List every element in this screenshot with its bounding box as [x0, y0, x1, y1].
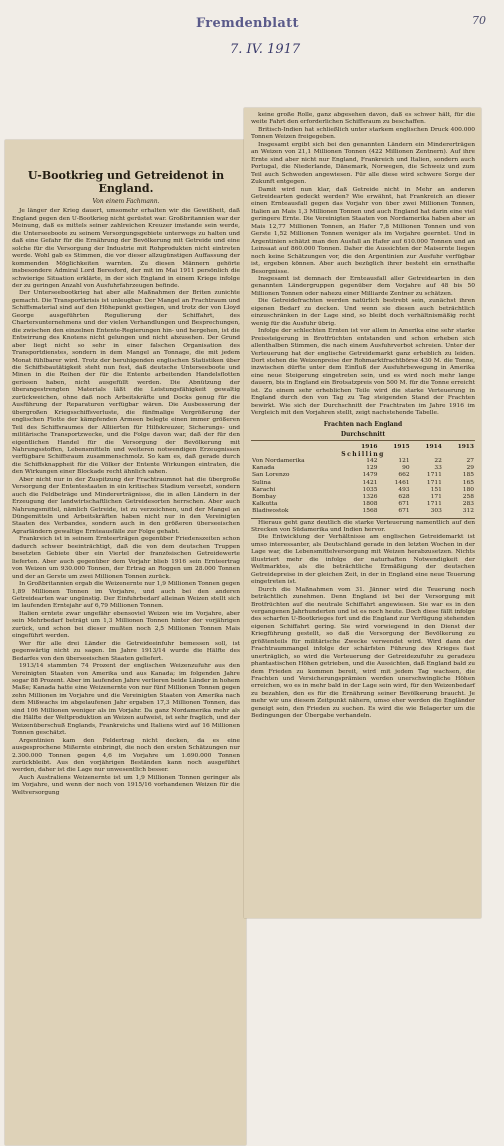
table-row — [251, 458, 475, 465]
freight-rates-table — [251, 443, 475, 515]
paragraph: Aber nicht nur in der Zuspitzung der Frachtraumnot hat die übergroße Versorgung der Ententestaaten in ein kritisches Stadium versetzt, sondern auch die Feldbeträge und Mindererträgnisse, die in allen Ländern in der Erzeugung der landwirtschaftlichen Getreidesorten herrschen. Aber auch Nahrungsmittel, nämlich Getreide, ist zu verzeichnen, und der Mangel an Düngemitteln und Arbeitskräften haben nicht nur in den Vereinigten Staaten des Verbandes, sondern auch in den größeren überseeischen Agrarländern gewaltige Ernteausfälle zur Folge gehabt. — [12, 476, 240, 535]
paragraph: Die Entwicklung der Verhältnisse am englischen Getreidemarkt ist umso interessanter, als Deutschland gerade in den letzten Wochen in der Lage war, die Lebensmittelversorgung mit Weizen herabzusetzen. Nichts illustriert mehr die infolge der naturhaften Notwendigkeit der Weltmarktes, als die beträchtliche Ermäßigung der deutschen Getreidepreise in der gleichen Zeit, in der in England eine neue Teuerung eingetreten ist. — [251, 534, 475, 586]
table-cell: 22 — [434, 457, 442, 464]
table-row — [251, 501, 475, 508]
table-cell: Karachi — [252, 486, 276, 493]
paragraph: Britisch-Indien hat schließlich unter starkem englischen Druck 400.000 Tonnen Weizen freigegeben. — [251, 126, 475, 141]
page-header — [0, 0, 504, 110]
table-cell: 171 — [430, 493, 442, 500]
table-header-cell: 1913 — [457, 443, 474, 451]
table-cell: 29 — [466, 465, 474, 472]
table-cell: San Lorenzo — [252, 472, 290, 479]
handwritten-page-number: 70 — [472, 14, 486, 27]
table-row — [251, 487, 475, 494]
right-column — [244, 108, 481, 721]
paragraph: Der Unterseebootkrieg hat aber alle Maßnahmen der Briten zunichte gemacht. Die Transportkrisis ist unleugbar. Der Mangel an Frachtraum und Schiffsmaterial sind auf den Höhepunkt gestiegen, und trotz der von Lloyd George ausgeführten Regulierung der Schiffahrt, des Chartersunternehmens und der vielen Verhandlungen und Besprechungen, die zwischen den einzelnen Entente-Regierungen hin- und hergehen, ist die Entwirrung des Knotens nicht gelungen und nicht abzusehen. Der Grund aber liegt nicht so sehr in einer falschen Organisation des Transportdienstes, sondern in dem Mangel an Tonnage, die mit jedem Monat fühlbarer wird. Trotz der beruhigenden englischen Statistiken über die Schiffsbautätigkeit steht nun fest, daß deutsche Unterseeboote und Minen in die Reihen der für die Entente arbeitenden Handelsflotten gerissen haben, nicht ausgefüllt werden. Die Abnützung der überangestrengten Materials läßt die Leistungsfähigkeit gewaltig zurückweichen, ohne daß noch Arbeitskräfte und Docks genug für die Ausführung der Reparaturen verfügbar wären. Die Ausbesserung der übergroßen Kriegsschiffsverluste, die fünfmalige Vergrößerung der englischen Flotte der kämpfenden Armeen belegte einen immer größeren Teil des Schiffsraumes der Alliierten für Hilfskreuzer, Sicherungs- und militärische Transportzwecke, und die Folge davon war, daß der für den eigentlichen Handel für die Versorgung der Bevölkerung mit Nahrungsstoffen, Lebensmitteln und weiteren notwendigen Erzeugnissen verfügbare Schiffsraum zusammenschmolz. So kam es, daß gerade durch die Schiffsknappheit für die Völker der Entente Wirkungen eintraten, die den Wirkungen einer Blockade recht ähnlich sahen. — [12, 290, 240, 476]
table-cell: 151 — [430, 486, 442, 493]
table-cell: 165 — [462, 479, 474, 486]
table-row — [251, 508, 475, 515]
paragraph: Hieraus geht ganz deutlich die starke Verteuerung namentlich auf den Strecken von Südamerika und Indien hervor. — [251, 519, 475, 533]
table-cell: 671 — [398, 501, 410, 508]
table-cell: 27 — [466, 457, 474, 464]
table-header-cell — [251, 443, 346, 450]
table-row — [251, 494, 475, 501]
divider — [251, 440, 475, 441]
paragraph: Insgesamt ergibt sich bei den genannten Ländern ein Mindererträgen an Weizen von 21,1 Millionen Tonnen (422 Millionen Zentnern). Auf ihre Ernte sind aber nicht nur England, Frankreich und Italien, sondern auch Portugal, die Niederlande, Dänemark, Norwegen, die Schweiz und zum Teil auch Schweden angewiesen. Für alle diese wird schwere Sorge der Zukunft entgegen. — [251, 141, 475, 186]
table-cell: 283 — [462, 501, 474, 508]
paragraph: Die Getreidefrachten werden natürlich bestrebt sein, zunächst ihren eigenen Bedarf zu decken. Und wenn sie diesen auch beträchtlich einzuschränken in der Lage sind, so bleibt doch verhältnismäßig recht wenig für die Ausfuhr übrig. — [251, 298, 475, 327]
paragraph: Infolge der schlechten Ernten ist vor allem in Amerika eine sehr starke Preissteigerung in Brotfrüchten entstanden und schon erheben sich allenthalben Stimmen, die nach einem Ausfuhrverbot schreien. Unter der Verteuerung hat der englische Getreidemarkt ganz erheblich zu leiden. Dort stehen die Weizenpreise der Rohmarktfrachtbörse 430 M. die Tonne, inzwischen dürfte unter dem Einfluß der Ausfuhrbewegung in Amerika eine neue Steigerung eingetreten sein, und es wird noch mehr lange dauern, bis in England ein Brotsatzpreis von 500 M. für die Tonne erreicht ist. Zu einem sehr erheblichen Teile wird die starke Verteuerung in England durch den von Tag zu Tag steigenden Stand der Frachten bewirkt. Wie sich der Durchschnitt der Frachtraten im Jahre 1916 im Vergleich mit den Vorjahren stellt, zeigt nachstehende Tabelle. — [251, 328, 475, 417]
table-cell: 1421 — [362, 479, 378, 486]
paragraph: Wer für alle drei Länder die Getreideeinfuhr bemessen soll, ist gegenwärtig nicht zu sagen. Im Jahre 1913/14 wurde die Hälfte des Bedarfes von den überseeischen Staaten geliefert. — [12, 640, 240, 662]
table-row — [251, 480, 475, 487]
left-column — [5, 140, 246, 797]
paragraph: Damit wird nun klar, daß Getreide nicht in Mehr an anderen Getreidearten gedeckt werden? Wie erwähnt, hat Frankreich an dieser einen Ernteausfall gegen das Vorjahr von über zwei Millionen Tonnen, Italien an Mais 1,3 Millionen Tonnen und auch England hat darin eine viel geringere Ernte. Die Vereinigten Staaten von Nordamerika haben aber an Mais 12,77 Millionen Tonnen, an Hafer 7,8 Millionen Tonnen und von Gerste 1,52 Millionen Tonnen weniger als im Vorjahre geerntet. Und in Argentinien schätzt man den Ausfall an Hafer auf 610.000 Tonnen und an Leinsaat auf 860.000 Tonnen. Daher die Aussichten der Maisernte liegen noch keine Schätzungen vor, die den Argentinien zur Ausfuhr verfügbar ist, ergeben können. Aber auch bezüglich ihrer besteht ein ernsthafte Besorgnisse. — [251, 186, 475, 275]
paragraph: keine große Rolle, ganz abgesehen davon, daß es schwer hält, für die weite Fahrt den erforderlichen Schiffsraum zu beschaffen. — [251, 112, 475, 126]
table-cell: 142 — [366, 457, 378, 464]
paragraph: Frankreich ist in seinem Ernteerträgen gegenüber Friedenszeiten schon dadurch schwer beeinträchtigt, daß die von dem deutschen Truppen besetzten Gebiete über ein Viertel der französischen Getreidewerte lieferten. Aber auch gegenüber dem Vorjahr blieb 1916 sein Ernteertrag von Weizen um 930.000 Tonnen, der Ertrag an Roggen um 28.000 Tonnen und der an Gerste um zwei Millionen Tonnen zurück. — [12, 536, 240, 580]
table-cell: 493 — [398, 486, 410, 493]
paragraph: In Großbritannien ergab die Weizenernte nur 1,9 Millionen Tonnen gegen 1,89 Millionen Tonnen im Vorjahre, und auch bei den anderen Getreidearten war ungünstig. Der Einfuhrbedarf alleinan Weizen stellt sich im laufenden Erntejahr auf 6,79 Millionen Tonnen. — [12, 581, 241, 610]
newspaper-masthead: Fremdenblatt — [196, 16, 299, 31]
table-unit: Schilling — [341, 450, 385, 458]
table-cell: 1711 — [426, 472, 442, 479]
table-cell: Bombay — [252, 493, 277, 500]
table-cell: 180 — [462, 486, 474, 493]
table-unit-row — [251, 451, 475, 458]
paragraph: Insgesamt ist demnach der Ernteausfall aller Getreidearten in den genannten Ländergruppen gegenüber dem Vorjahre auf 48 bis 50 Millionen Tonnen oder nahezu einer Milliarde Zentner zu schätzen. — [251, 275, 475, 297]
table-cell: 33 — [434, 465, 442, 472]
table-row — [251, 472, 475, 479]
table-cell: 129 — [366, 465, 378, 472]
paragraph: Argentinien kam den Feldertrag nicht decken, da es eine ausgesprochene Mißernte einbringt, die noch den ersten Schätzungen nur 2.300.000 Tonnen gegen 4,6 im Vorjahre um 1.690.000 Tonnen zurückbleibt. Aus den vorjährigen Beständen kann noch ausgeführt werden, daher ist die Lage nur unwesentlich besser. — [12, 737, 240, 774]
table-cell: 1326 — [362, 493, 378, 500]
paragraph: 1913/14 stammten 74 Prozent der englischen Weizenzufuhr aus den Vereinigten Staaten von Amerika und aus Kanada; im folgenden Jahre sogar 88 Prozent. Aber im laufenden Jahre verlieren beide Länder in hohem Maße; Kanada hatte eine Weizenernte von nur fünf Millionen Tonnen gegen zehn Millionen im Vorjahre und die Vereinigten Staaten von Amerika nach dem Mißwachs im abgelaufenen Jahr ergaben 17,3 Millionen Tonnen, das sind 106 Millionen weniger als im Vorjahr. Da ganz Nordamerika mehr als die Hälfte der Weltproduktion an Weizen aufweist, ist sehr fraglich, und der Weizenüberschuß Englands, Frankreichs und Italiens wird auf 16 Millionen Tonnen geschätzt. — [12, 663, 240, 737]
table-cell: 258 — [462, 493, 474, 500]
table-cell: 303 — [430, 508, 442, 515]
table-cell: Kalkutta — [252, 501, 278, 508]
article-clipping-right — [244, 108, 481, 918]
table-cell: Sulina — [252, 479, 271, 486]
table-cell: 121 — [398, 457, 410, 464]
paragraph: Auch Australiens Weizenernte ist um 1,9 Millionen Tonnen geringer als im Vorjahre, und wenn der noch von 1915/16 vorhandenen Weizen für die Weltversorgung — [12, 774, 240, 796]
table-cell: 1461 — [394, 479, 410, 486]
table-header-cell: 1916 — [361, 443, 378, 451]
article-clipping-left — [5, 140, 246, 1145]
table-cell: Bladiwostok — [252, 508, 289, 515]
table-cell: Von Nordamerika — [252, 457, 305, 464]
paragraph: Durch die Maßnahmen vom 31. Jänner wird die Teuerung noch beträchtlich zunehmen. Denn England ist bei der Versorgung mit Brotfrüchten auf die neutrale Schiffahrt angewiesen. Sie war es in den vergangenen Jahrhunderten und ist es noch heute. Doch diese fällt infolge des scharfen U-Bootkrieges fort und die England zur Verfügung stehenden eigenen Schiffahrt gering. Sie wird vorwiegend in den Dienst der Kriegführung gestellt, so daß die Versorgung der Bevölkerung zu größtenteils für militärische Zwecke verwendet wird. Wird dann der Frachtraummangel infolge der schärfsten Führung des Krieges fast unerträglich, so wird die Verteuerung der Getreidezufuhr zu geradezu phantastischen Höhen getrieben, und die Aussichten, daß England bald zu dem Frieden zu kommen bereit, wird mit jedem Tag wachsen, die Frachten und Versicherungsprämien werden unerschwingliche Höhen erreichen, wo es in mehr bald in der Lage sein wird, für den Weizenbedarf zu bezahlen, den es für die Ernährung seiner Bevölkerung braucht. Je mehr wir uns diesem Zeitpunkt nähern, umso eher werden die Engländer geneigt sein, den Frieden zu suchen. Es wird die wie Belagerter um die Bedingungen der Übergabe verhandeln. — [251, 586, 475, 720]
table-header-row — [251, 443, 475, 450]
table-cell: 1479 — [362, 472, 378, 479]
divider — [251, 518, 475, 519]
article-byline: Von einem Fachmann. — [92, 198, 160, 205]
table-title: Frachten nach England — [323, 420, 403, 428]
table-cell: 1711 — [426, 501, 442, 508]
table-cell: 185 — [462, 472, 474, 479]
table-header-cell: 1914 — [425, 443, 442, 451]
table-cell: 1035 — [362, 486, 378, 493]
table-cell: 628 — [398, 493, 410, 500]
paragraph: Je länger der Krieg dauert, umsomehr erhalten wir die Gewißheit, daß England gegen den U-Bootkrieg nicht gerüstet war. Großbritannien war der Meinung, daß es mittels seiner zahlreichen Kreuzer imstande sein werde, die Unterseeboote zu seinem Versorgungsgebiete unterwegs zu halten und daß eine Gefahr für die Ernährung der Bevölkerung mit Getreide und eine solche für die Versorgung der Industrie mit Rohprodukten nicht eintreten werde. Wohl gab es Stimmen, die vor dieser allzugünstigen Auffassung der kommenden Möglichkeiten warnten. Zu diesen Männern gehörte insbesondere Admiral Lord Beresford, der mit im Mai 1911 persönlich die schwierige Situation erklärte, in der sich England in einem Kriege infolge der zu geringen Anzahl von Ausfuhrfahrzeugen befinde. — [12, 208, 240, 289]
table-cell: Kanada — [252, 465, 275, 472]
table-cell: 90 — [402, 465, 410, 472]
table-header-cell: 1915 — [393, 443, 410, 451]
table-cell: 671 — [398, 508, 410, 515]
table-cell: 312 — [462, 508, 474, 515]
article-headline: U-Bootkrieg und Getreidenot in England. — [27, 169, 225, 195]
table-cell: 1808 — [362, 501, 378, 508]
table-row — [251, 465, 475, 472]
table-cell: 1711 — [426, 479, 442, 486]
table-cell: 662 — [398, 472, 410, 479]
paragraph: Italien erntete zwar ungefähr ebensoviel Weizen wie im Vorjahre, aber sein Mehrbedarf beträgt um 1,3 Millionen Tonnen hinter der vorjährigen zurück, und schon bei dieser mußten noch 2,5 Millionen Tonnen Mais eingeführt werden. — [12, 610, 240, 640]
table-subtitle: Durchschnitt — [340, 431, 386, 439]
table-cell: 1568 — [362, 508, 378, 515]
handwritten-date: 7. IV. 1917 — [230, 42, 301, 57]
